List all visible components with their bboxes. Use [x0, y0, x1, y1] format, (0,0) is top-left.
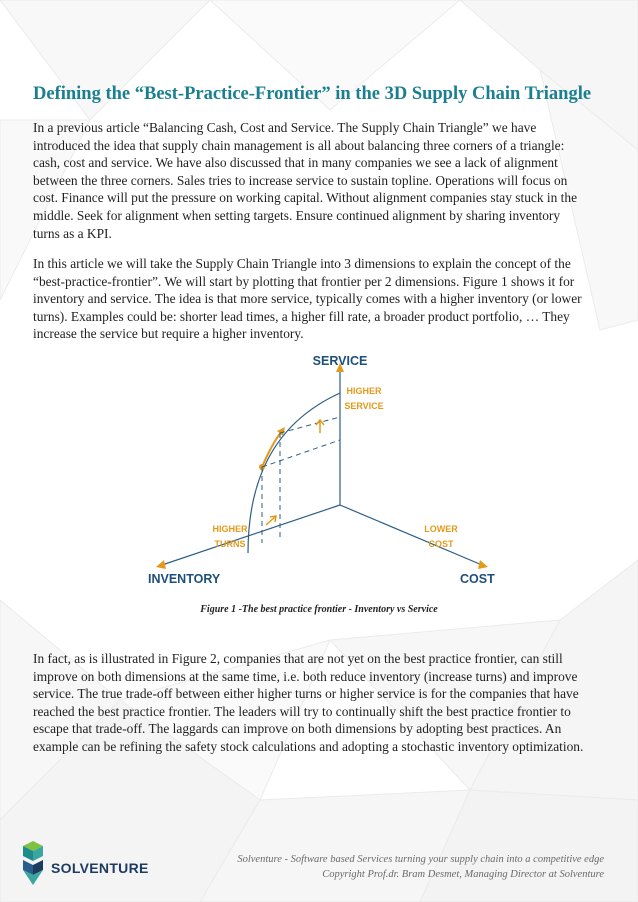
solventure-logo	[21, 840, 161, 886]
lower-cost-label: COST	[428, 539, 454, 549]
dashed-line	[280, 417, 340, 433]
logo-text: SOLVENTURE	[51, 860, 149, 876]
text-line: cost. Finance will put the pressure on working capital. Without alignment companies stay stuck in the	[33, 190, 578, 206]
footer-copyright: Copyright Prof.dr. Bram Desmet, Managing Director at Solventure	[322, 869, 604, 880]
cost-arrowhead	[478, 560, 488, 569]
footer-tagline: Solventure - Software based Services turning your supply chain into a competitive edge	[237, 854, 604, 865]
text-line: reached the best practice frontier. The leaders will try to continually shift the best practice frontier to	[33, 703, 571, 719]
paragraph-intro	[33, 119, 608, 242]
frontier-curve	[248, 393, 340, 553]
text-line: “best-practice-frontier”. We will start by plotting that frontier per 2 dimensions. Figure 1 shows it for	[33, 273, 575, 289]
text-line: increase the service but require a higher inventory.	[33, 326, 304, 342]
text-line: service. The true trade-off between either higher turns or higher service is for the companies that have	[33, 686, 579, 702]
lower-cost-label: LOWER	[424, 524, 458, 534]
footer	[237, 852, 604, 882]
text-line: example can be refining the safety stock calculations and adopting a stochastic inventory optimization.	[33, 738, 584, 754]
cost-axis	[340, 505, 482, 565]
text-line: turns as a KPI.	[33, 225, 112, 241]
text-line: escape that trade-off. The laggards can improve on both dimensions by adopting best practices. An	[33, 721, 562, 737]
higher-turns-arrow	[266, 517, 275, 525]
higher-turns-label: TURNS	[214, 539, 246, 549]
figure-frontier-diagram	[130, 345, 510, 605]
higher-service-label: HIGHER	[346, 386, 382, 396]
text-line: between the three corners. Sales tries to increase service to sustain topline. Operations will focus on	[33, 172, 568, 188]
text-line: In this article we will take the Supply Chain Triangle into 3 dimensions to explain the concept of the	[33, 256, 571, 271]
text-line: middle. Seek for alignment when setting targets. Ensure continued alignment by sharing inventory	[33, 207, 561, 223]
text-line: turns). Examples could be: shorter lead times, a higher fill rate, a broader product portfolio, … They	[33, 308, 570, 324]
frontier-highlight	[262, 431, 282, 467]
paragraph-conclusion	[33, 650, 608, 756]
text-line: In a previous article “Balancing Cash, Cost and Service. The Supply Chain Triangle” we have	[33, 120, 537, 135]
higher-service-label: SERVICE	[344, 401, 384, 411]
text-line: improve on both dimensions at the same time, i.e. both reduce inventory (increase turns) and improve	[33, 668, 578, 684]
inventory-arrowhead	[156, 560, 166, 569]
paragraph-article	[33, 255, 608, 343]
service-axis-label: SERVICE	[312, 354, 368, 368]
text-line: introduced the idea that supply chain management is all about balancing three corners of a triangle:	[33, 137, 565, 153]
inventory-axis-label: INVENTORY	[148, 572, 221, 586]
text-line: inventory and service. The idea is that more service, typically comes with a higher inventory (or lower	[33, 291, 582, 307]
text-line: cash, cost and service. We have also discussed that in many companies we see a lack of alignment	[33, 155, 558, 171]
higher-turns-label: HIGHER	[212, 524, 248, 534]
page-title: Defining the “Best-Practice-Frontier” in the 3D Supply Chain Triangle	[33, 84, 592, 104]
cost-axis-label: COST	[460, 572, 495, 586]
logo-mark-icon	[21, 840, 45, 886]
text-line: In fact, as is illustrated in Figure 2, companies that are not yet on the best practice frontier, can still	[33, 651, 563, 666]
figure-caption: Figure 1 -The best practice frontier - Inventory vs Service	[200, 604, 438, 615]
